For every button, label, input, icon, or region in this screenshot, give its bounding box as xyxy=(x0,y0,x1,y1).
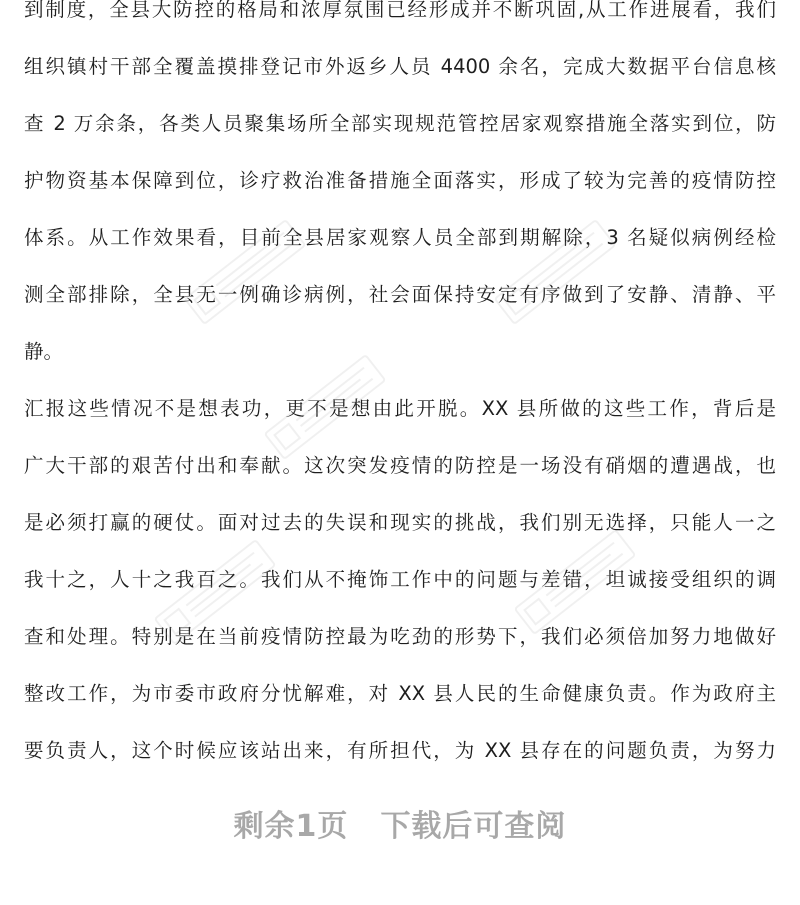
text-line: 要负责人，这个时候应该站出来，有所担代，为 XX 县存在的问题负责，为努力 xyxy=(24,739,776,762)
text-line: 我十之，人十之我百之。我们从不掩饰工作中的问题与差错，坦诚接受组织的调 xyxy=(24,568,776,591)
text-line: 查和处理。特别是在当前疫情防控最为吃劲的形势下，我们必须倍加努力地做好 xyxy=(24,625,776,648)
text-line: 广大干部的艰苦付出和奉献。这次突发疫情的防控是一场没有硝烟的遭遇战，也 xyxy=(24,454,776,477)
text-line: 护物资基本保障到位，诊疗救治准备措施全面落实，形成了较为完善的疫情防控 xyxy=(24,169,776,192)
text-line: 组织镇村干部全覆盖摸排登记市外返乡人员 4400 余名，完成大数据平台信息核 xyxy=(24,55,776,78)
text-line: 查 2 万余条，各类人员聚集场所全部实现规范管控居家观察措施全落实到位，防 xyxy=(24,112,776,135)
remaining-pages-notice[interactable] xyxy=(0,802,800,852)
text-line: 静。 xyxy=(24,340,64,363)
text-line: 测全部排除，全县无一例确诊病例，社会面保持安定有序做到了安静、清静、平 xyxy=(24,283,776,306)
document-body xyxy=(24,0,776,779)
text-line: 到制度，全县大防控的格局和浓厚氛围已经形成并不断巩固,从工作进展看，我们 xyxy=(24,0,776,21)
download-to-view-label: 下载后可查阅 xyxy=(380,809,567,844)
text-line: 整改工作，为市委市政府分忧解难，对 XX 县人民的生命健康负责。作为政府主 xyxy=(24,682,776,705)
text-line: 体系。从工作效果看，目前全县居家观察人员全部到期解除，3 名疑似病例经检 xyxy=(24,226,776,249)
text-line: 是必须打赢的硬仗。面对过去的失误和现实的挑战，我们别无选择，只能人一之 xyxy=(24,511,776,534)
text-line: 汇报这些情况不是想表功，更不是想由此开脱。XX 县所做的这些工作，背后是 xyxy=(24,397,776,420)
remaining-pages-label: 剩余1页 xyxy=(233,809,349,844)
